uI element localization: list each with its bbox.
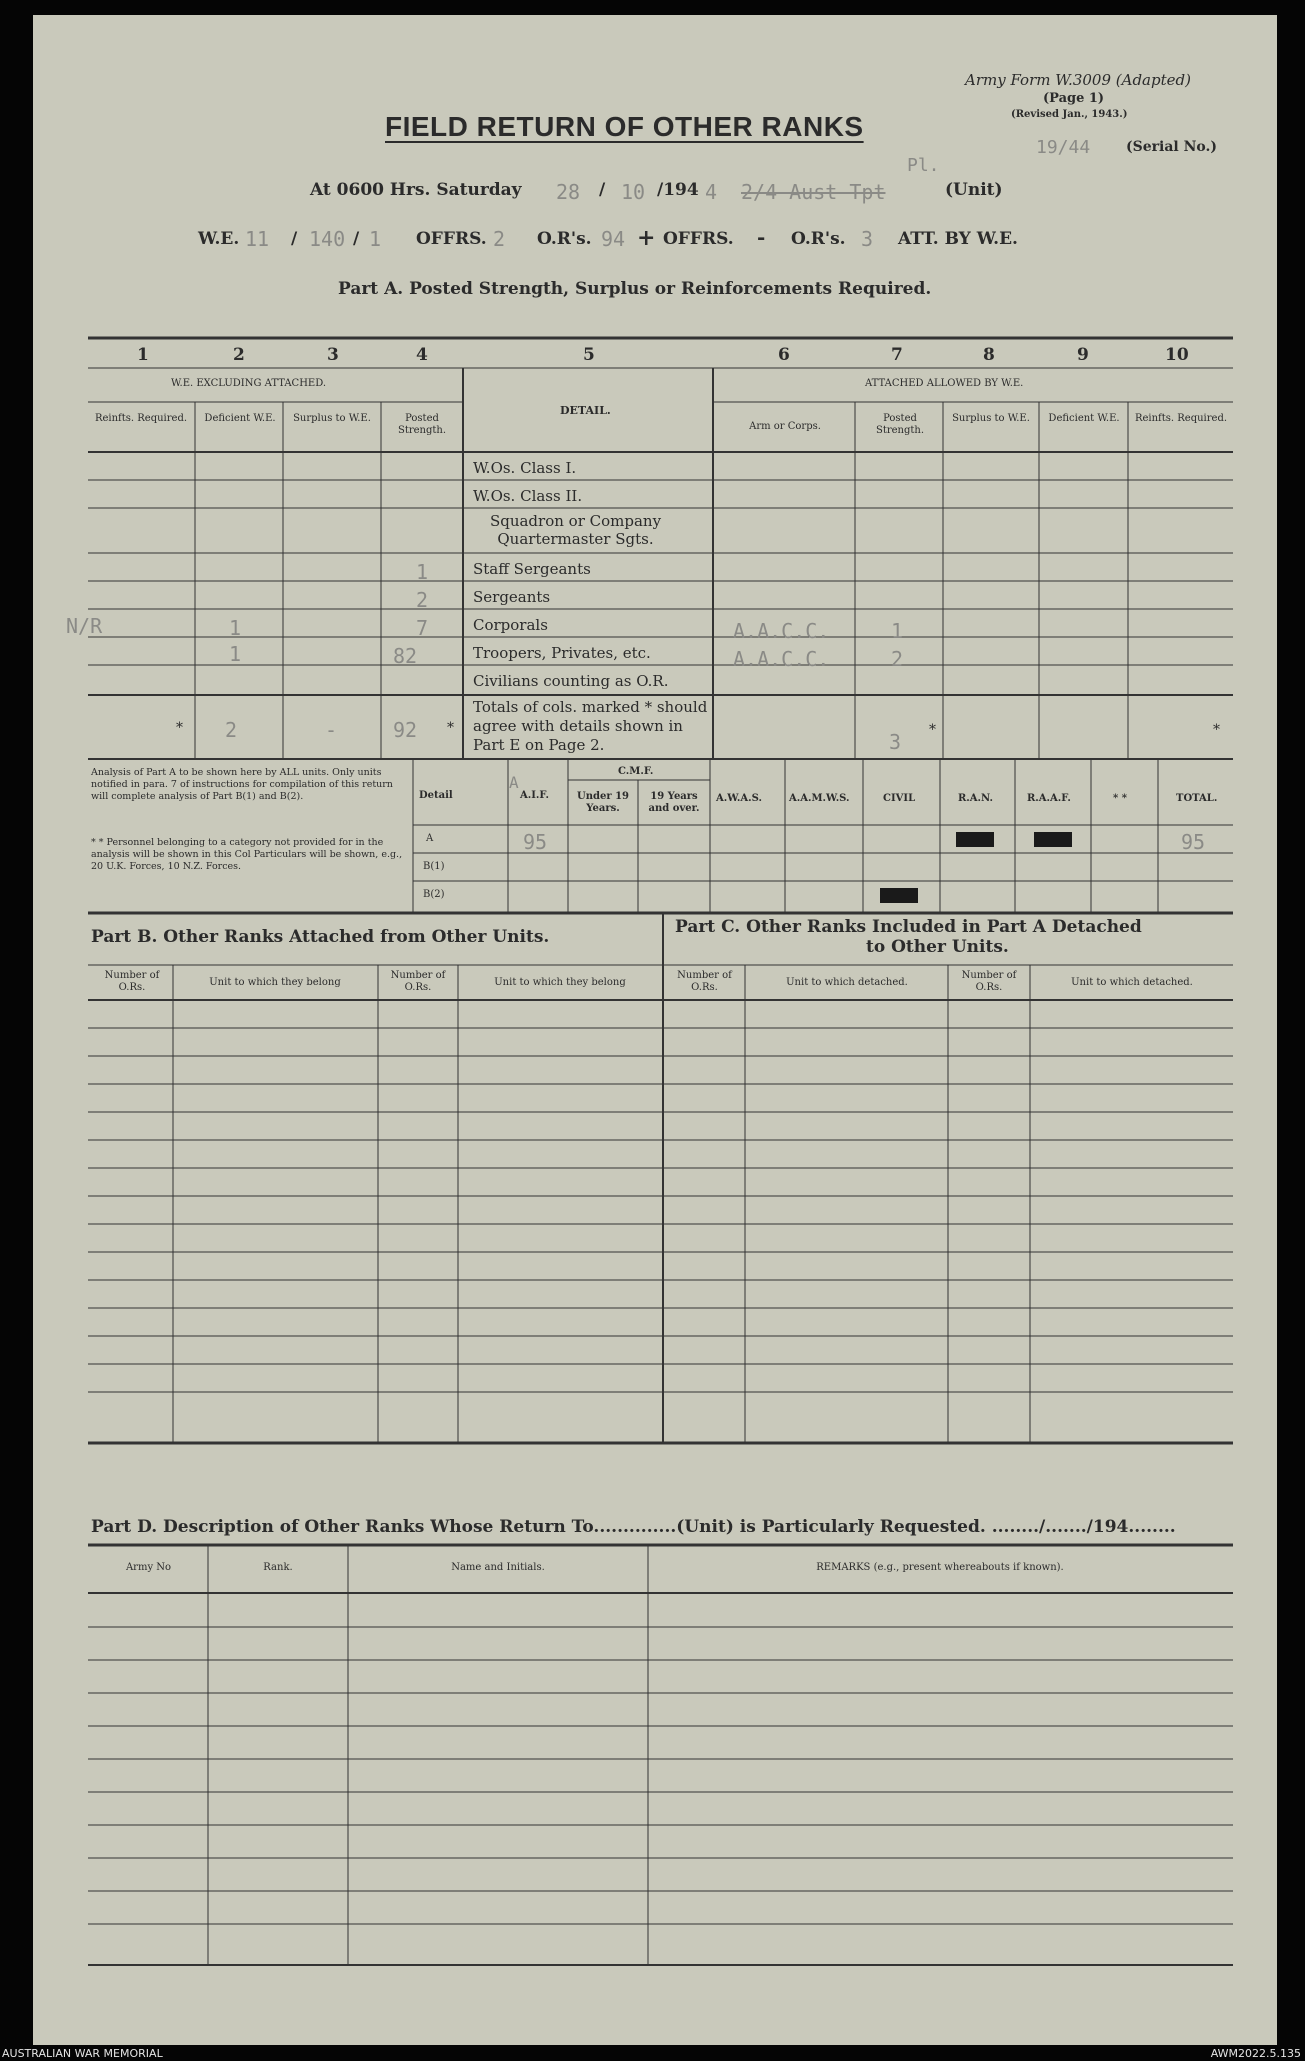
analysis-awas: A.W.A.S. [716, 793, 762, 804]
total-c10-star: * [1213, 722, 1220, 738]
row-detail-pvts: Troopers, Privates, etc. [473, 644, 651, 662]
blocked-cell-civil [880, 888, 918, 903]
part-b-col-2: Unit to which they belong [209, 977, 341, 988]
total-c1-star: * [176, 720, 183, 736]
cpls-deficient: 1 [229, 616, 242, 640]
cpls-arm: A.A.C.C. [733, 619, 830, 643]
att-label: ATT. BY W.E. [898, 229, 1018, 249]
serial-label: (Serial No.) [1126, 139, 1217, 155]
plus-sign: + [637, 225, 656, 251]
analysis-aif-mark: A [509, 773, 519, 792]
date-month: 10 [621, 180, 646, 204]
row-detail-qms: Squadron or Company Quartermaster Sgts. [489, 512, 662, 548]
right-col-header-4: Deficient W.E. [1048, 413, 1120, 424]
we-separator: / [291, 229, 298, 249]
analysis-row-a: A [426, 833, 434, 844]
date-day: 28 [556, 180, 581, 204]
page-number: (Page 1) [1043, 91, 1105, 106]
we-value-3: 1 [369, 227, 382, 251]
we-value-2: 140 [309, 227, 346, 251]
ors-label: O.R's. [537, 229, 592, 249]
form-id: Army Form W.3009 (Adapted) [965, 71, 1191, 89]
col-number-9: 9 [1077, 345, 1089, 365]
part-c-col-2: Unit to which detached. [786, 977, 908, 988]
analysis-total-a: 95 [1181, 830, 1206, 854]
blocked-cell-ran [956, 832, 994, 847]
col-number-5: 5 [583, 345, 595, 365]
ors2-value: 3 [861, 227, 874, 251]
analysis-row-b1: B(1) [423, 861, 445, 872]
analysis-row-b2: B(2) [423, 889, 445, 900]
analysis-aamws: A.A.M.W.S. [789, 793, 850, 804]
part-c-col-1: Number of O.Rs. [677, 970, 732, 993]
part-d-col-2: Rank. [263, 1562, 293, 1573]
col-number-3: 3 [327, 345, 339, 365]
year-digit: 4 [705, 180, 718, 204]
row-detail-totals: Totals of cols. marked * should agree with details shown in Part E on Page 2. [473, 698, 708, 754]
cpls-attached-posted: 1 [891, 619, 904, 643]
pvts-deficient: 1 [229, 642, 242, 666]
row-detail-wo1: W.Os. Class I. [473, 459, 577, 477]
row-detail-staff-sgts: Staff Sergeants [473, 560, 591, 578]
date-separator: / [599, 180, 606, 200]
row-detail-cpls: Corporals [473, 616, 548, 634]
col-number-10: 10 [1165, 345, 1189, 365]
analysis-stars: * * [1113, 793, 1127, 804]
col-number-2: 2 [233, 345, 245, 365]
analysis-civil: CIVIL [883, 793, 916, 804]
total-c4-star: * [447, 720, 454, 736]
we-label: W.E. [198, 229, 240, 249]
year-prefix: /194 [657, 180, 699, 200]
attached-header: ATTACHED ALLOWED BY W.E. [865, 378, 1024, 389]
analysis-cmf: C.M.F. [618, 766, 654, 777]
unit-label: (Unit) [945, 180, 1003, 200]
col-number-4: 4 [416, 345, 428, 365]
footer-institution: AUSTRALIAN WAR MEMORIAL [2, 2047, 163, 2060]
analysis-under19: Under 19 Years. [576, 791, 629, 814]
part-c-col-4: Unit to which detached. [1071, 977, 1193, 988]
part-d-title: Part D. Description of Other Ranks Whose Return To..............(Unit) is Particularly Requested. ......../......./194........ [91, 1517, 1176, 1537]
right-col-header-2: Posted Strength. [875, 413, 925, 436]
col-number-1: 1 [137, 345, 149, 365]
part-b-col-1: Number of O.Rs. [104, 970, 160, 993]
left-col-header-4: Posted Strength. [397, 413, 447, 436]
we-excl-header: W.E. EXCLUDING ATTACHED. [171, 378, 327, 389]
offrs-value: 2 [493, 227, 506, 251]
pvts-arm: A.A.C.C. [733, 647, 830, 671]
part-c-title-line1: Part C. Other Ranks Included in Part A Detached [675, 917, 1142, 937]
page-title: FIELD RETURN OF OTHER RANKS [385, 111, 864, 142]
blocked-cell-raaf [1034, 832, 1072, 847]
offrs-label: OFFRS. [416, 229, 487, 249]
right-col-header-3: Surplus to W.E. [952, 413, 1030, 424]
part-a-title: Part A. Posted Strength, Surplus or Reinforcements Required. [338, 279, 932, 299]
part-c-title-line2: to Other Units. [866, 937, 1009, 957]
total-attached-posted: 3 [889, 730, 902, 754]
footer-accession: AWM2022.5.135 [1210, 2047, 1301, 2060]
right-col-header-5: Reinfts. Required. [1134, 413, 1228, 424]
we-value-1: 11 [245, 227, 270, 251]
form-sheet [33, 15, 1277, 2045]
at-label: At 0600 Hrs. Saturday [310, 180, 522, 200]
cpls-reinfts: N/R [66, 614, 103, 638]
cpls-posted: 7 [416, 616, 429, 640]
row-detail-wo2: W.Os. Class II. [473, 487, 583, 505]
part-d-col-3: Name and Initials. [451, 1562, 545, 1573]
offrs2-value: - [757, 225, 766, 249]
analysis-detail-label: Detail [419, 790, 453, 801]
revised-date: (Revised Jan., 1943.) [1011, 109, 1128, 120]
analysis-aif-a: 95 [523, 830, 548, 854]
col-number-6: 6 [778, 345, 790, 365]
left-col-header-1: Reinfts. Required. [94, 413, 188, 424]
detail-header: DETAIL. [560, 404, 611, 417]
left-col-header-2: Deficient W.E. [204, 413, 276, 424]
part-b-col-4: Unit to which they belong [494, 977, 626, 988]
form-grid [33, 15, 1277, 2045]
unit-suffix: Pl. [907, 155, 940, 176]
row-detail-civ: Civilians counting as O.R. [473, 672, 669, 690]
row-detail-sgts: Sergeants [473, 588, 551, 606]
staff-sgts-posted: 1 [416, 560, 429, 584]
analysis-aif: A.I.F. [520, 790, 549, 801]
offrs2-label: OFFRS. [663, 229, 734, 249]
pvts-attached-posted: 2 [891, 647, 904, 671]
part-b-title: Part B. Other Ranks Attached from Other Units. [91, 927, 550, 947]
analysis-note-2: * * Personnel belonging to a category not provided for in the analysis will be shown in this Col Particulars will be shown, e.g., 20 U.K. Forces, 10 N.Z. Forces. [91, 837, 403, 872]
analysis-over19: 19 Years and over. [648, 791, 700, 814]
we-separator-2: / [353, 229, 360, 249]
analysis-raaf: R.A.A.F. [1027, 793, 1071, 804]
sgts-posted: 2 [416, 588, 429, 612]
total-posted: 92 [393, 718, 418, 742]
ors2-label: O.R's. [791, 229, 846, 249]
part-c-col-3: Number of O.Rs. [961, 970, 1017, 993]
ors-value: 94 [601, 227, 626, 251]
analysis-ran: R.A.N. [958, 793, 994, 804]
pvts-posted: 82 [393, 644, 418, 668]
analysis-note-1: Analysis of Part A to be shown here by ALL units. Only units notified in para. 7 of instructions for compilation of this return will complete analysis of Part B(1) and B(2). [91, 767, 393, 802]
part-b-col-3: Number of O.Rs. [390, 970, 446, 993]
left-col-header-3: Surplus to W.E. [293, 413, 371, 424]
right-col-header-1: Arm or Corps. [749, 421, 821, 432]
part-d-col-4: REMARKS (e.g., present whereabouts if known). [816, 1562, 1064, 1573]
part-d-col-1: Army No [125, 1562, 172, 1573]
serial-value: 19/44 [1036, 137, 1091, 158]
analysis-total: TOTAL. [1176, 793, 1218, 804]
col-number-7: 7 [891, 345, 903, 365]
total-surplus: - [325, 718, 338, 742]
total-c7-star: * [929, 722, 936, 738]
unit-value: 2/4 Aust Tpt [741, 180, 886, 204]
col-number-8: 8 [983, 345, 995, 365]
total-deficient: 2 [225, 718, 238, 742]
